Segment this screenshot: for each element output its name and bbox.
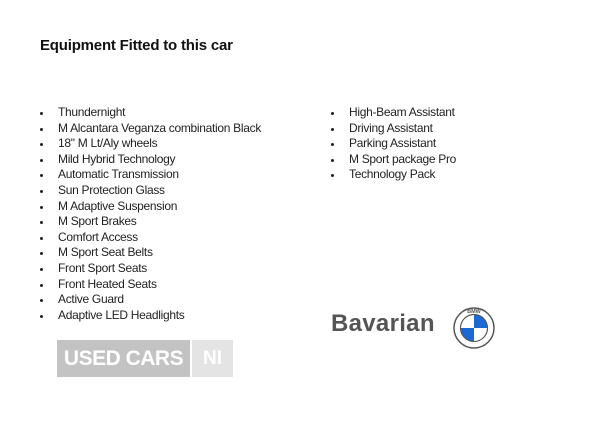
dealer-logo-text: Bavarian — [331, 310, 435, 337]
used-cars-logo-text: USED CARS — [57, 340, 190, 377]
equipment-item: Comfort Access — [40, 230, 261, 246]
equipment-item: Front Sport Seats — [40, 261, 261, 277]
equipment-item: M Sport Brakes — [40, 214, 261, 230]
equipment-item: M Alcantara Veganza combination Black — [40, 121, 261, 137]
equipment-item: M Sport package Pro — [331, 152, 456, 168]
equipment-item: Mild Hybrid Technology — [40, 152, 261, 168]
used-cars-logo-suffix: NI — [192, 340, 233, 377]
equipment-list-left — [40, 105, 261, 323]
equipment-item: Sun Protection Glass — [40, 183, 261, 199]
equipment-item: Active Guard — [40, 292, 261, 308]
bmw-logo-icon — [453, 307, 495, 349]
page-title: Equipment Fitted to this car — [40, 37, 233, 54]
used-cars-ni-logo — [57, 340, 233, 377]
equipment-item: M Adaptive Suspension — [40, 199, 261, 215]
equipment-item: Technology Pack — [331, 167, 456, 183]
equipment-item: High-Beam Assistant — [331, 105, 456, 121]
equipment-item: Adaptive LED Headlights — [40, 308, 261, 324]
bmw-logo-letters: BMW — [467, 309, 481, 316]
equipment-item: Front Heated Seats — [40, 277, 261, 293]
equipment-list-right — [331, 105, 456, 183]
equipment-item: M Sport Seat Belts — [40, 245, 261, 261]
equipment-item: Parking Assistant — [331, 136, 456, 152]
equipment-item: 18" M Lt/Aly wheels — [40, 136, 261, 152]
equipment-item: Automatic Transmission — [40, 167, 261, 183]
equipment-item: Driving Assistant — [331, 121, 456, 137]
equipment-item: Thundernight — [40, 105, 261, 121]
